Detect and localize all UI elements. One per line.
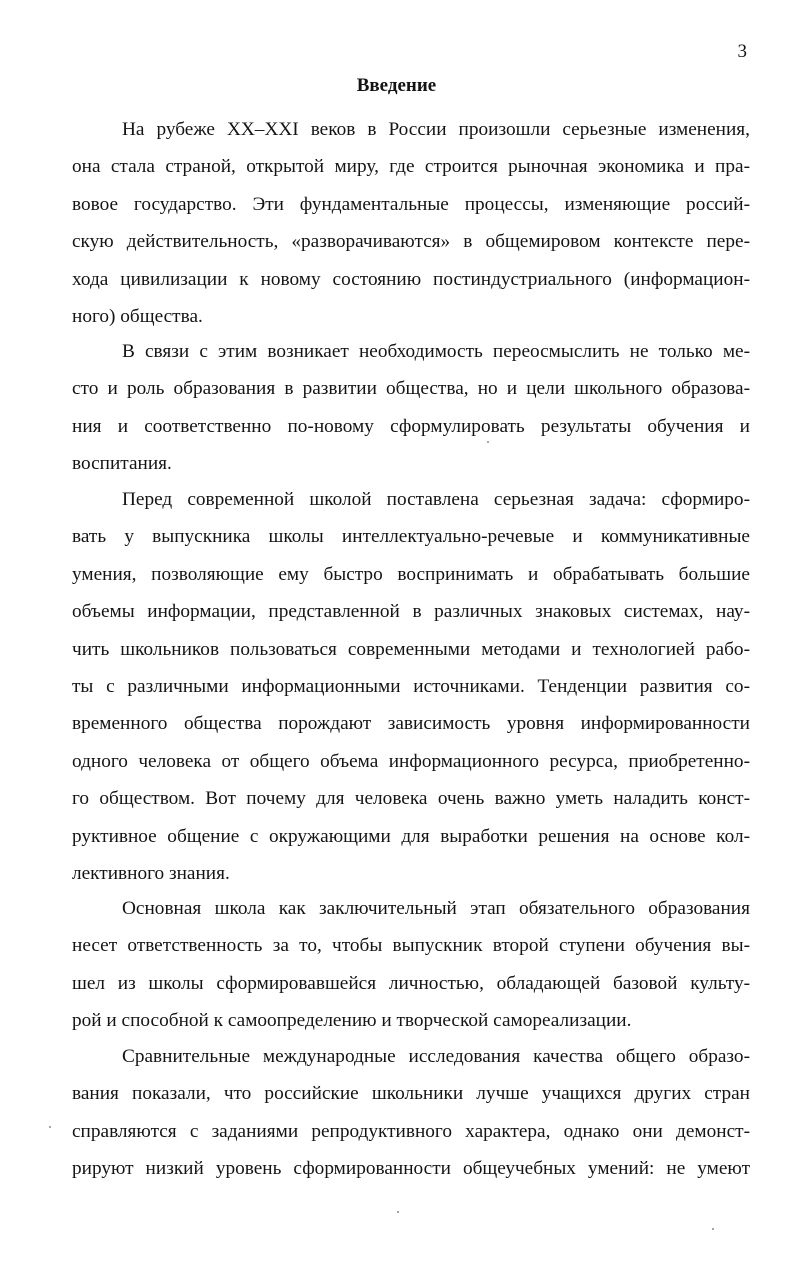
text-line: ного) общества. <box>72 306 203 328</box>
text-line: она стала страной, открытой миру, где строится рыночная экономика и пра- <box>72 156 750 178</box>
text-line: рируют низкий уровень сформированности общеучебных умений: не умеют <box>72 1158 750 1180</box>
paragraph-5 <box>72 1038 750 1188</box>
text-line: Сравнительные международные исследования качества общего образо- <box>122 1046 750 1067</box>
text-line: воспитания. <box>72 453 172 475</box>
text-line: В связи с этим возникает необходимость переосмыслить не только ме- <box>122 341 750 362</box>
text-line: скую действительность, «разворачиваются» в общемировом контексте пере- <box>72 231 750 253</box>
paragraph-1 <box>72 111 750 335</box>
text-line: ния и соответственно по-новому сформулировать результаты обучения и <box>72 415 750 437</box>
text-line: го обществом. Вот почему для человека очень важно уметь наладить конст- <box>72 788 750 810</box>
text-line: справляются с заданиями репродуктивного характера, однако они демонст- <box>72 1120 750 1142</box>
text-line: Основная школа как заключительный этап обязательного образования <box>122 898 750 919</box>
scan-speck <box>487 441 489 443</box>
text-line: рой и способной к самоопределению и творческой самореализации. <box>72 1010 632 1032</box>
text-line: шел из школы сформировавшейся личностью, обладающей базовой культу- <box>72 972 750 994</box>
paragraph-2 <box>72 333 750 483</box>
text-line: умения, позволяющие ему быстро воспринимать и обрабатывать большие <box>72 563 750 585</box>
scan-speck <box>397 1211 399 1213</box>
scan-speck <box>712 1228 714 1230</box>
text-line: На рубеже XX–XXI веков в России произошли серьезные изменения, <box>122 119 750 140</box>
text-line: лективного знания. <box>72 863 230 885</box>
section-title: Введение <box>356 75 437 96</box>
text-line: вания показали, что российские школьники лучше учащихся других стран <box>72 1083 750 1105</box>
paragraph-3 <box>72 481 750 892</box>
text-line: сто и роль образования в развитии общества, но и цели школьного образова- <box>72 378 750 400</box>
text-line: чить школьников пользоваться современными методами и технологией рабо- <box>72 638 750 660</box>
text-line: хода цивилизации к новому состоянию постиндустриального (информацион- <box>72 268 750 290</box>
text-line: руктивное общение с окружающими для выработки решения на основе кол- <box>72 825 750 847</box>
text-line: одного человека от общего объема информационного ресурса, приобретенно- <box>72 750 750 772</box>
text-line: Перед современной школой поставлена серьезная задача: сформиро- <box>122 489 750 510</box>
text-line: ты с различными информационными источниками. Тенденции развития со- <box>72 676 750 698</box>
text-line: объемы информации, представленной в различных знаковых системах, нау- <box>72 601 750 623</box>
text-line: вовое государство. Эти фундаментальные процессы, изменяющие россий- <box>72 193 750 215</box>
page-number: 3 <box>737 41 747 62</box>
scan-speck <box>49 1126 51 1128</box>
text-line: временного общества порождают зависимость уровня информированности <box>72 713 750 735</box>
text-line: вать у выпускника школы интеллектуально-речевые и коммуникативные <box>72 526 750 548</box>
text-line: несет ответственность за то, чтобы выпускник второй ступени обучения вы- <box>72 935 750 957</box>
paragraph-4 <box>72 890 750 1040</box>
